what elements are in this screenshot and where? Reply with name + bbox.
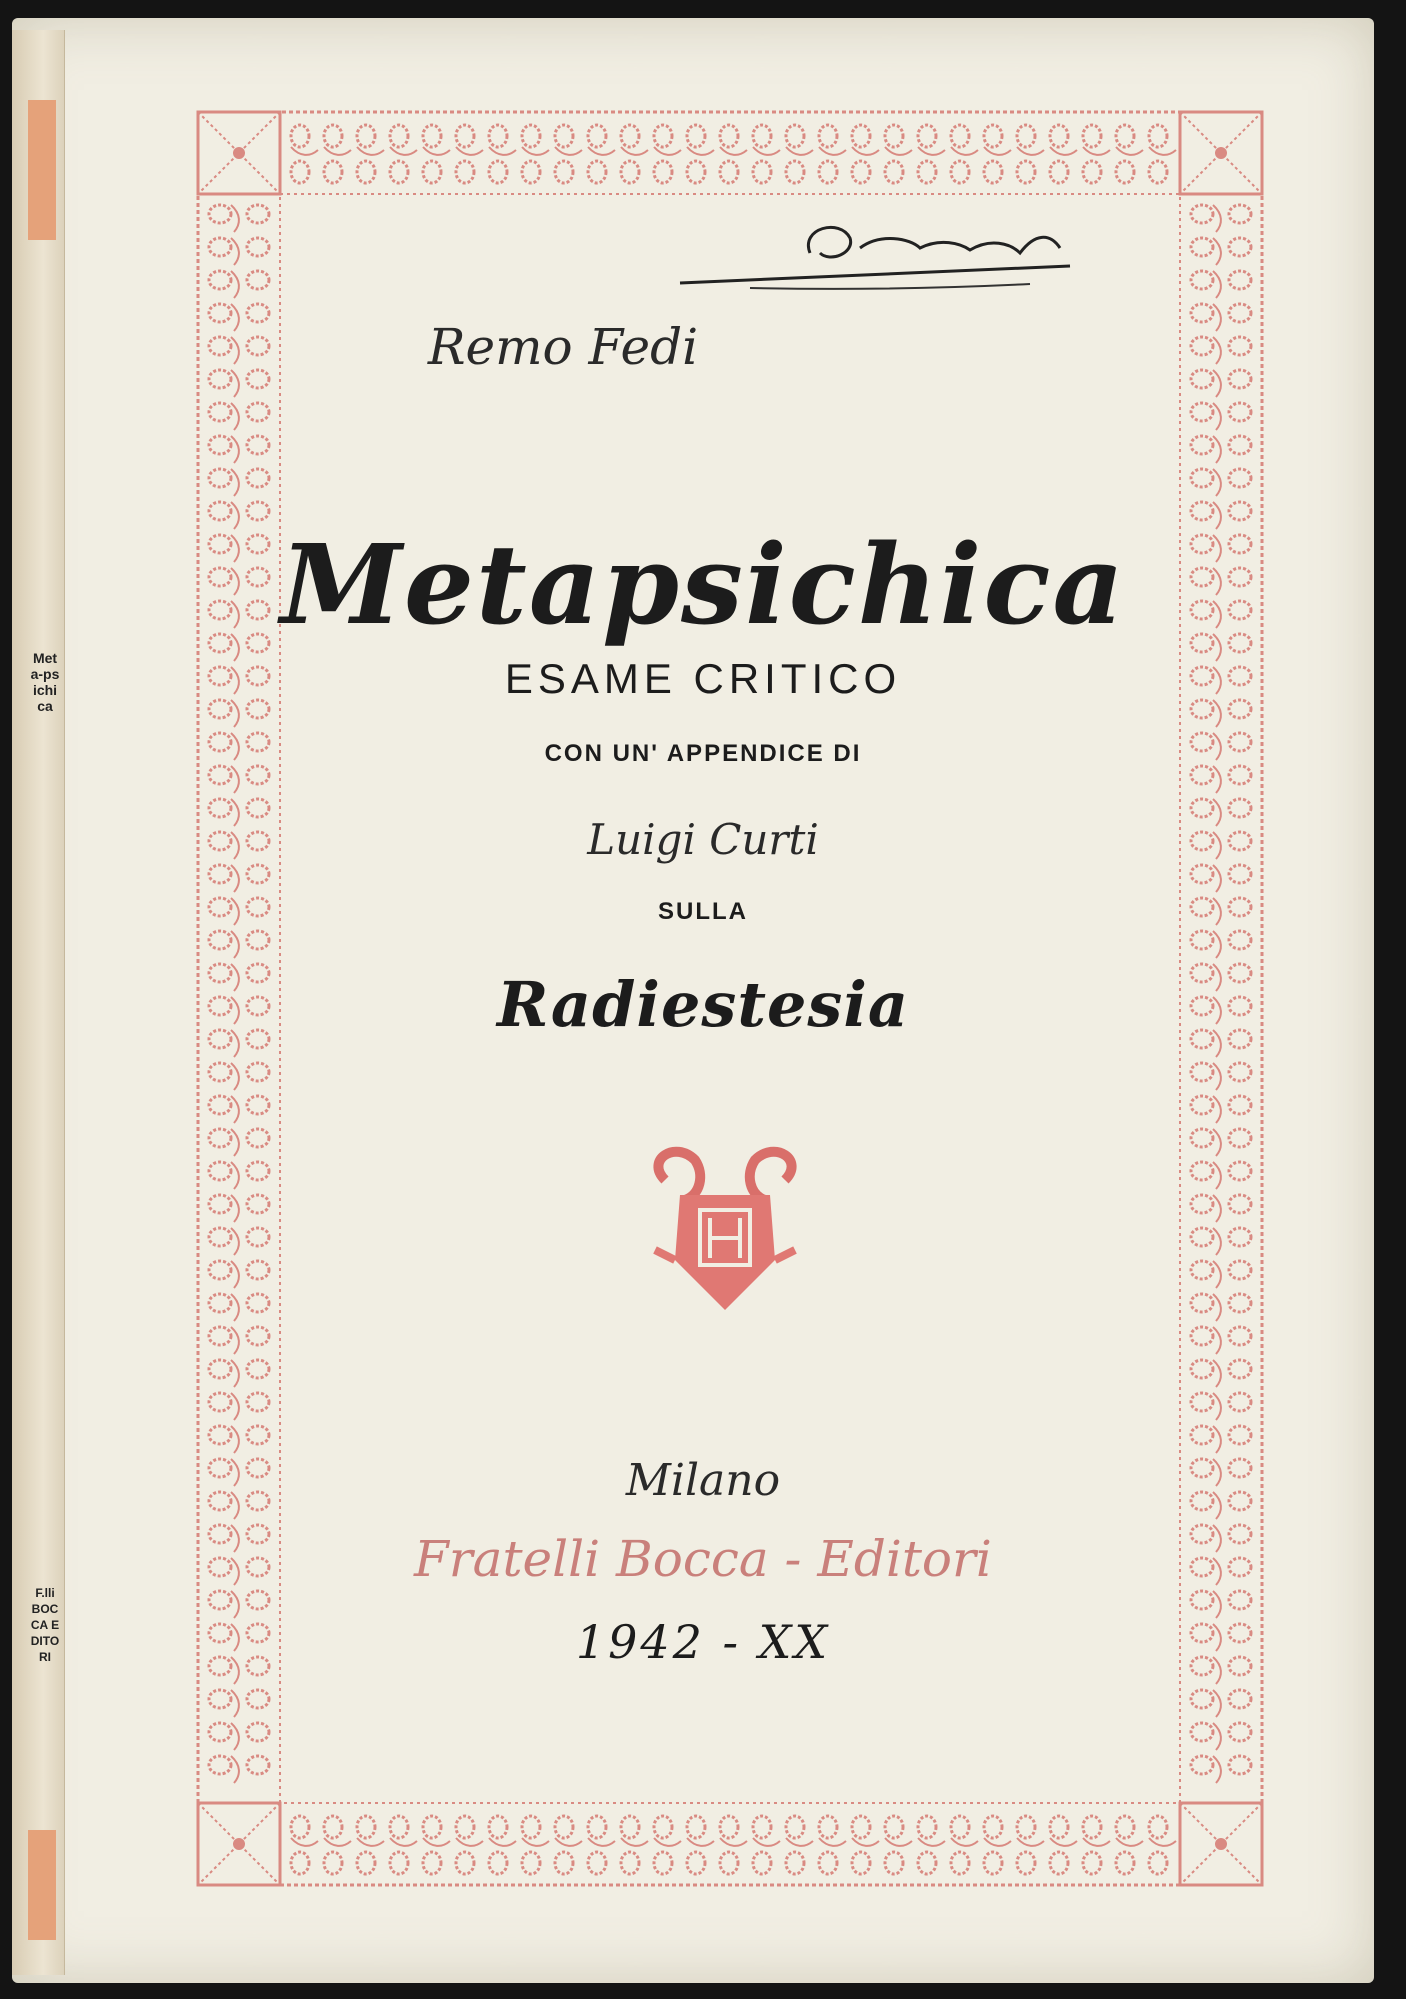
publisher-name: Fratelli Bocca - Editori — [414, 1530, 992, 1588]
book-title: Metapsichica — [280, 520, 1126, 649]
book-subtitle: ESAME CRITICO — [504, 655, 902, 702]
spine-publisher: F.lli BOCCA EDITORI — [30, 1586, 60, 1664]
appendix-sulla: SULLA — [658, 898, 748, 925]
appendix-topic: Radiestesia — [496, 968, 910, 1041]
appendix-author: Luigi Curti — [587, 815, 819, 864]
publisher-emblem-icon — [645, 1140, 805, 1315]
publication-city: Milano — [625, 1455, 781, 1506]
publication-year: 1942 - XX — [575, 1615, 831, 1669]
spine-title: Meta-psichica — [30, 650, 60, 714]
author-name: Remo Fedi — [427, 318, 699, 376]
appendix-intro: CON UN' APPENDICE DI — [544, 740, 862, 767]
handwritten-signature — [650, 208, 1100, 308]
